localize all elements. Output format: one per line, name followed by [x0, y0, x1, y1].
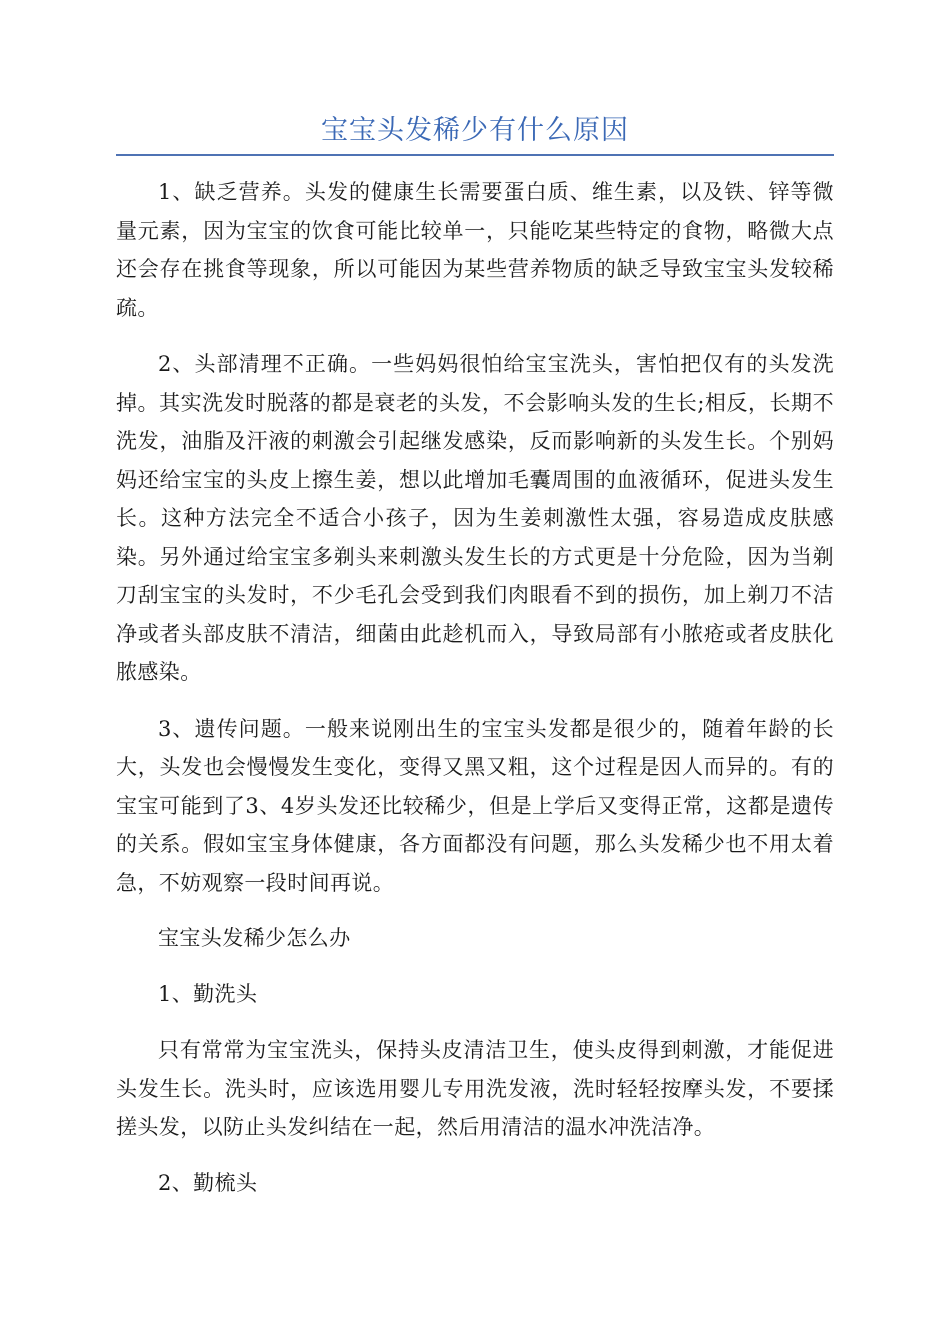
document-body [116, 173, 834, 1202]
title-block [116, 112, 834, 156]
section-heading-solutions: 宝宝头发稀少怎么办 [158, 926, 351, 950]
document-title: 宝宝头发稀少有什么原因 [321, 115, 629, 146]
subheading-comb-hair: 2、勤梳头 [158, 1170, 258, 1195]
subheading-wash-hair: 1、勤洗头 [158, 981, 258, 1006]
title-underline [116, 154, 834, 156]
paragraph-cause-genetics: 3、遗传问题。一般来说刚出生的宝宝头发都是很少的，随着年龄的长大，头发也会慢慢发生变化，变得又黑又粗，这个过程是因人而异的。有的宝宝可能到了3、4岁头发还比较稀少，但是上学后又变得正常，这都是遗传的关系。假如宝宝身体健康，各方面都没有问题，那么头发稀少也不用太着急，不妨观察一段时间再说。 [116, 716, 834, 895]
paragraph-cause-nutrition: 1、缺乏营养。头发的健康生长需要蛋白质、维生素，以及铁、锌等微量元素，因为宝宝的饮食可能比较单一，只能吃某些特定的食物，略微大点还会存在挑食等现象，所以可能因为某些营养物质的缺乏导致宝宝头发较稀疏。 [116, 180, 834, 320]
paragraph-cause-cleaning: 2、头部清理不正确。一些妈妈很怕给宝宝洗头，害怕把仅有的头发洗掉。其实洗发时脱落的都是衰老的头发，不会影响头发的生长;相反，长期不洗发，油脂及汗液的刺激会引起继发感染，反而影响新的头发生长。个别妈妈还给宝宝的头皮上擦生姜，想以此增加毛囊周围的血液循环，促进头发生长。这种方法完全不适合小孩子，因为生姜刺激性太强，容易造成皮肤感染。另外通过给宝宝多剃头来刺激头发生长的方式更是十分危险，因为当剃刀刮宝宝的头发时，不少毛孔会受到我们肉眼看不到的损伤，加上剃刀不洁净或者头部皮肤不清洁，细菌由此趁机而入，导致局部有小脓疮或者皮肤化脓感染。 [116, 352, 834, 684]
paragraph-wash-hair: 只有常常为宝宝洗头，保持头皮清洁卫生，使头皮得到刺激，才能促进头发生长。洗头时，应该选用婴儿专用洗发液，洗时轻轻按摩头发，不要揉搓头发，以防止头发纠结在一起，然后用清洁的温水冲洗洁净。 [116, 1038, 834, 1139]
